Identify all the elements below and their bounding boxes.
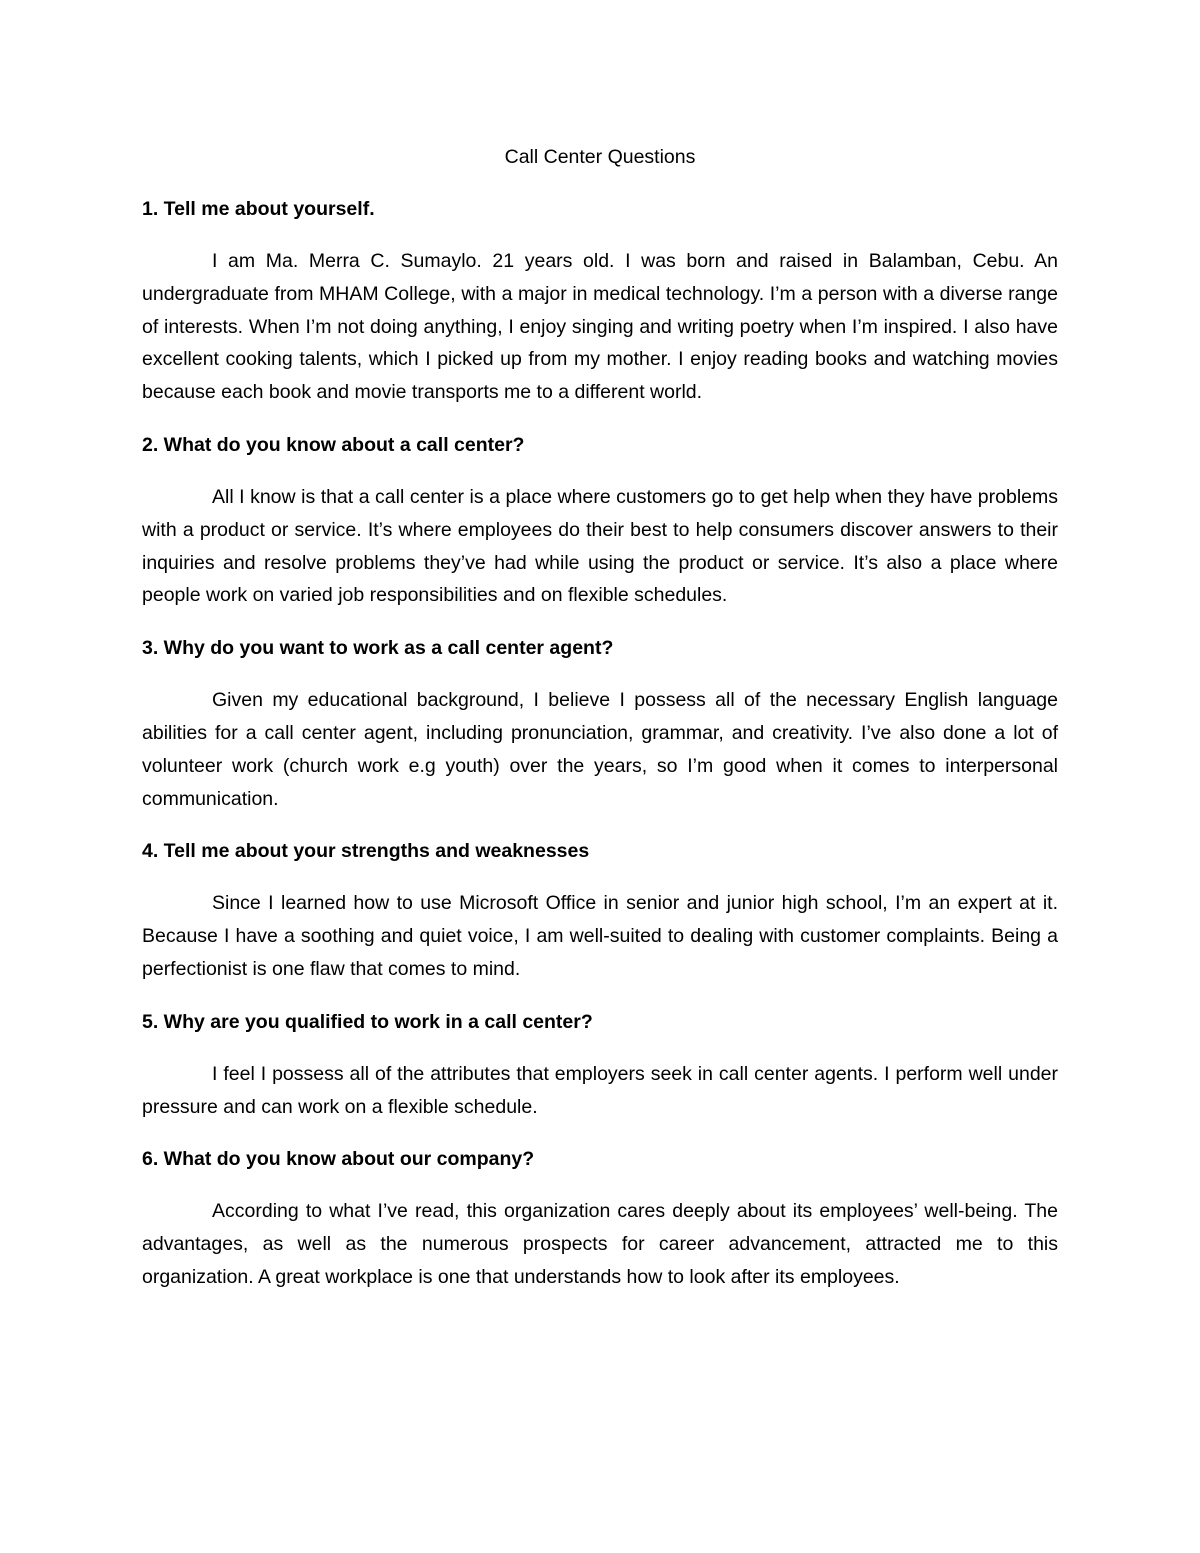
question-3: 3. Why do you want to work as a call center agent? xyxy=(142,637,614,660)
question-6: 6. What do you know about our company? xyxy=(142,1148,535,1171)
answer-6: According to what I’ve read, this organization cares deeply about its employees’ well-being. The advantages, as well as the numerous prospects for career advancement, attracted me to this organization. A great workplace is one that understands how to look after its employees. xyxy=(142,1200,1058,1288)
question-4: 4. Tell me about your strengths and weaknesses xyxy=(142,840,590,863)
answer-2: All I know is that a call center is a place where customers go to get help when they have problems with a product or service. It’s where employees do their best to help consumers discover answers to their inquiries and resolve problems they’ve had while using the product or service. It’s also a place where people work on varied job responsibilities and on flexible schedules. xyxy=(142,485,1058,607)
answer-4: Since I learned how to use Microsoft Office in senior and junior high school, I’m an expert at it. Because I have a soothing and quiet voice, I am well-suited to dealing with customer complaints. Being a perfectionist is one flaw that comes to mind. xyxy=(142,892,1058,980)
answer-3: Given my educational background, I believe I possess all of the necessary English language abilities for a call center agent, including pronunciation, grammar, and creativity. I’ve also done a lot of volunteer work (church work e.g youth) over the years, so I’m good when it comes to interpersonal communication. xyxy=(142,689,1058,810)
document-page xyxy=(142,141,1058,1314)
question-2: 2. What do you know about a call center? xyxy=(142,433,525,456)
question-5: 5. Why are you qualified to work in a call center? xyxy=(142,1010,593,1033)
answer-1: I am Ma. Merra C. Sumaylo. 21 years old. I was born and raised in Balamban, Cebu. An undergraduate from MHAM College, with a major in medical technology. I’m a person with a diverse range of interests. When I’m not doing anything, I enjoy singing and writing poetry when I’m inspired. I also have excellent cooking talents, which I picked up from my mother. I enjoy reading books and watching movies because each book and movie transports me to a different world. xyxy=(142,250,1058,404)
page-title: Call Center Questions xyxy=(504,146,696,168)
question-1: 1. Tell me about yourself. xyxy=(142,198,375,220)
answer-5: I feel I possess all of the attributes that employers seek in call center agents. I perform well under pressure and can work on a flexible schedule. xyxy=(142,1062,1058,1118)
